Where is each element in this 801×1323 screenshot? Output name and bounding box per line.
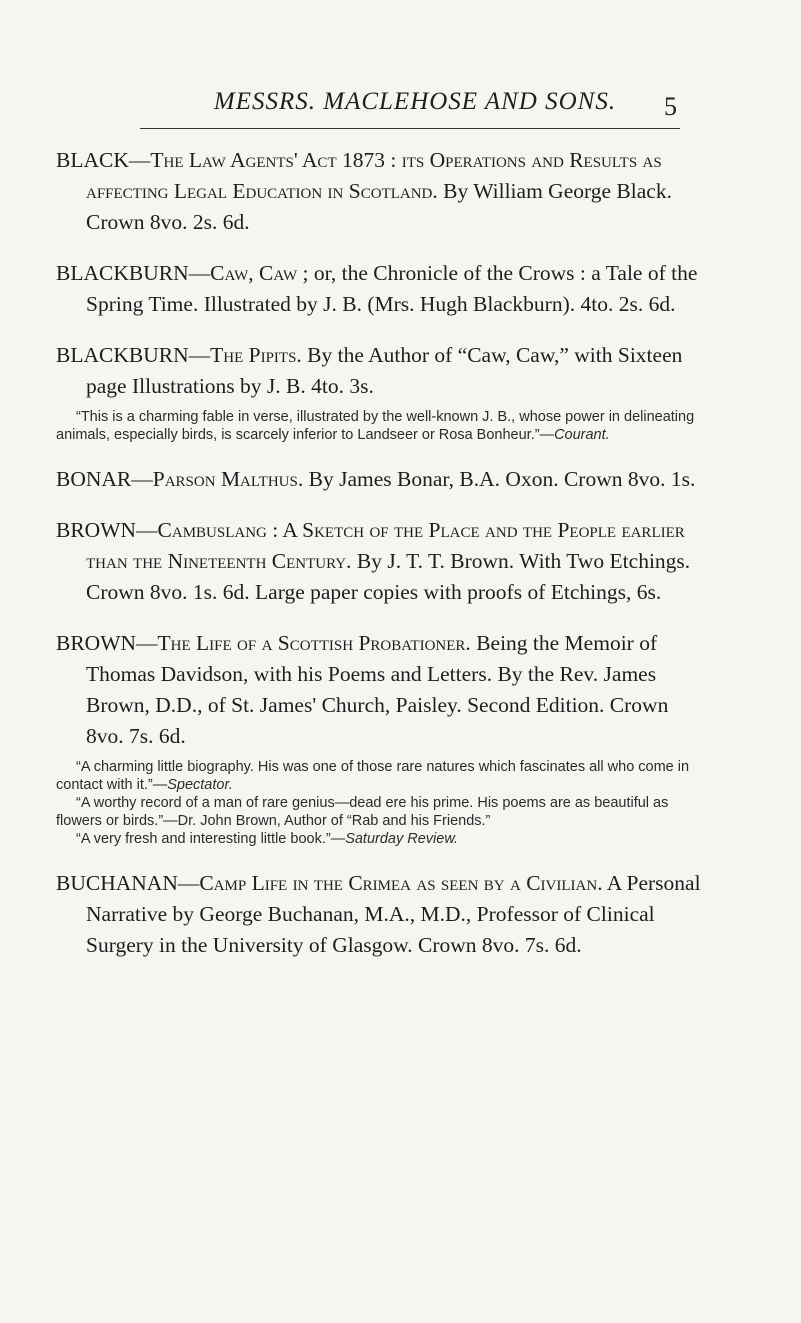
entry-title: The Life of a Scottish Probationer. — [157, 631, 471, 655]
review-quote: “This is a charming fable in verse, illustrated by the well-known J. B., whose power in delineating animals, especially birds, is scarcely inferior to Landseer or Rosa Bonheur.”—Courant. — [56, 409, 695, 443]
entry-author: BUCHANAN — [56, 871, 178, 895]
entry-author: BLACKBURN — [56, 261, 189, 285]
quote-source: Courant. — [554, 427, 610, 443]
quote-source: Saturday Review. — [345, 831, 459, 847]
entry-author: BLACKBURN — [56, 343, 189, 367]
entry-author: BROWN — [56, 631, 137, 655]
quote-source: Spectator. — [167, 777, 233, 793]
entry-title: The Pipits. — [210, 343, 302, 367]
catalogue-list — [56, 145, 711, 981]
entry-title: Cambuslang : A Sketch of the Place and the People earlier than the Nineteenth Century. — [86, 518, 685, 573]
entry-title: Camp Life in the Crimea as seen by a Civilian. — [199, 871, 603, 895]
entry-details: By James Bonar, B.A. Oxon. Crown 8vo. 1s. — [308, 467, 696, 491]
entry-details: A Personal Narrative by George Buchanan, M.A., M.D., Professor of Clinical Surgery in the University of Glasgow. Crown 8vo. 7s. 6d. — [86, 871, 701, 957]
entry-title: The Law Agents' Act 1873 : its Operations and Results as affecting Legal Education in Scotland. — [86, 148, 662, 203]
entry-author: BONAR — [56, 467, 132, 491]
entry-author: BLACK — [56, 148, 129, 172]
entry-details: By William George Black. Crown 8vo. 2s. 6d. — [86, 179, 672, 234]
header-rule — [140, 128, 680, 129]
page-number: 5 — [664, 92, 677, 121]
entry-details: By the Author of “Caw, Caw,” with Sixteen page Illustrations by J. B. 4to. 3s. — [86, 343, 683, 398]
review-quote: “A worthy record of a man of rare genius—dead ere his prime. His poems are as beautiful as flowers or birds.”—Dr. John Brown, Author of “Rab and his Friends.” — [56, 795, 669, 829]
catalogue-entry: BUCHANAN—Camp Life in the Crimea as seen by a Civilian. A Personal Narrative by George Buchanan, M.A., M.D., Professor of Clinical Surgery in the University of Glasgow. Crown 8vo. 7s. 6d. — [56, 871, 701, 957]
review-quote: “A very fresh and interesting little book.”—Saturday Review. — [76, 831, 459, 847]
entry-details: Being the Memoir of Thomas Davidson, with his Poems and Letters. By the Rev. James Brown, D.D., of St. James' Church, Paisley. Second Edition. Crown 8vo. 7s. 6d. — [86, 631, 669, 748]
entry-details: By J. T. T. Brown. With Two Etchings. Crown 8vo. 1s. 6d. Large paper copies with proofs of Etchings, 6s. — [86, 549, 691, 604]
catalogue-entry: BONAR—Parson Malthus. By James Bonar, B.A. Oxon. Crown 8vo. 1s. — [56, 467, 696, 491]
catalogue-entry: BROWN—Cambuslang : A Sketch of the Place and the People earlier than the Nineteenth Century. By J. T. T. Brown. With Two Etchings. Crown 8vo. 1s. 6d. Large paper copies with proofs of Etchings, 6s. — [56, 518, 691, 604]
entry-author: BROWN — [56, 518, 137, 542]
catalogue-entry: BLACKBURN—Caw, Caw ; or, the Chronicle of the Crows : a Tale of the Spring Time. Illustrated by J. B. (Mrs. Hugh Blackburn). 4to. 2s. 6d. — [56, 261, 698, 316]
review-quote: “A charming little biography. His was one of those rare natures which fascinates all who come in contact with it.”—Spectator. — [56, 759, 690, 793]
catalogue-entry: BLACK—The Law Agents' Act 1873 : its Operations and Results as affecting Legal Education in Scotland. By William George Black. Crown 8vo. 2s. 6d. — [56, 148, 672, 234]
entry-title: Caw, Caw ; — [210, 261, 309, 285]
running-title: MESSRS. MACLEHOSE AND SONS. — [213, 88, 617, 115]
entry-details: or, the Chronicle of the Crows : a Tale of the Spring Time. Illustrated by J. B. (Mrs. Hugh Blackburn). 4to. 2s. 6d. — [86, 261, 698, 316]
entry-title: Parson Malthus. — [152, 467, 304, 491]
catalogue-entry: BROWN—The Life of a Scottish Probationer. Being the Memoir of Thomas Davidson, with his Poems and Letters. By the Rev. James Brown, D.D., of St. James' Church, Paisley. Second Edition. Crown 8vo. 7s. 6d. “A charming little biography. His was one of those rare natures which fascinates all who come in contact with it.”—Spectator. “A worthy record of a man of rare genius—dead ere his prime. His poems are as beautiful as flowers or birds.”—Dr. John Brown, Author of “Rab and his Friends.” “A very fresh and interesting little book.”—Saturday Review. — [56, 628, 711, 848]
catalogue-entry: BLACKBURN—The Pipits. By the Author of “Caw, Caw,” with Sixteen page Illustrations by J. B. 4to. 3s. “This is a charming fable in verse, illustrated by the well-known J. B., whose power in delineating animals, especially birds, is scarcely inferior to Landseer or Rosa Bonheur.”—Courant. — [56, 340, 711, 444]
